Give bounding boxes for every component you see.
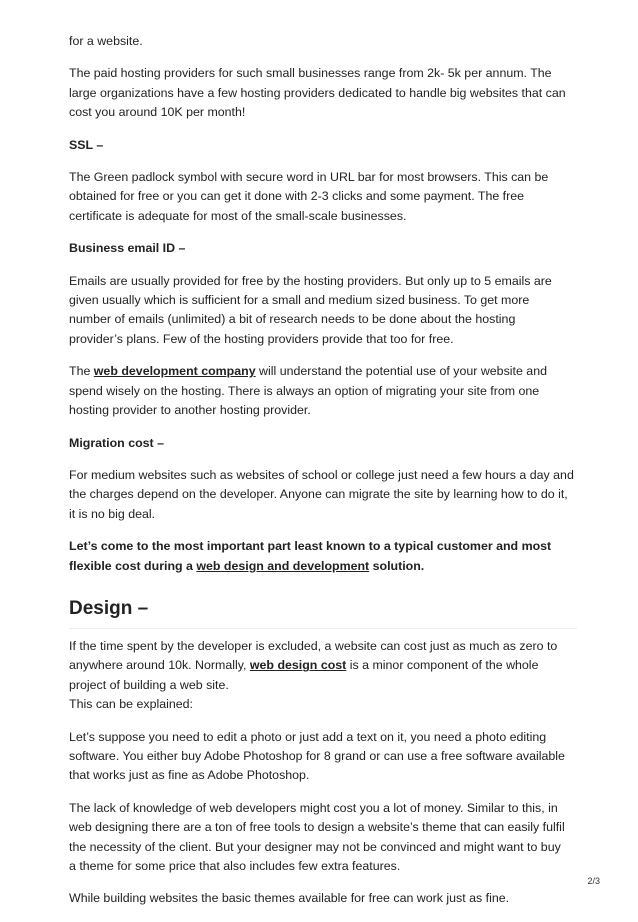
intro-paragraph xyxy=(69,32,577,51)
paragraph-line: that works just as fine as Adobe Photoshop. xyxy=(69,768,310,783)
design-paragraph-2 xyxy=(69,728,577,786)
company-post-text: will understand the potential use of your website and xyxy=(255,364,547,379)
design-paragraph-3 xyxy=(69,799,577,877)
paragraph-line: for a website. xyxy=(69,34,143,48)
email-paragraph xyxy=(69,272,577,350)
company-paragraph xyxy=(69,362,577,420)
important-paragraph xyxy=(69,537,577,576)
paragraph-line: a theme for some price that also includes few extra features. xyxy=(69,859,401,873)
ssl-heading: SSL – xyxy=(69,137,104,152)
web-design-and-development-link[interactable]: web design and development xyxy=(196,558,370,573)
paragraph-line xyxy=(69,656,577,675)
paragraph-line: number of emails (unlimited) a bit of research needs to be done about the hosting xyxy=(69,312,516,327)
section-spacer xyxy=(69,629,577,637)
design-paragraph-4 xyxy=(69,889,577,908)
important-post-text: solution. xyxy=(369,558,425,573)
paragraph-line: the necessity of the client. But your designer may not be convinced and might want to buy xyxy=(69,839,561,854)
design-pre-text: anywhere around 10k. Normally, xyxy=(69,658,250,673)
migration-paragraph xyxy=(69,466,577,524)
paragraph-line: cost you around 10K per month! xyxy=(69,105,246,120)
web-development-company-link[interactable]: web development company xyxy=(93,364,256,379)
paragraph-line: obtained for free or you can get it done with 2-3 clicks and some payment. The free xyxy=(69,189,525,204)
paragraph-line: spend wisely on the hosting. There is always an option of migrating your site from one xyxy=(69,383,540,398)
paragraph-line: The lack of knowledge of web developers might cost you a lot of money. Similar to this, in xyxy=(69,800,558,815)
paragraph-line: it is no big deal. xyxy=(69,506,156,521)
paragraph-line: large organizations have a few hosting providers dedicated to handle big websites that can xyxy=(69,85,566,100)
document-page xyxy=(69,32,577,922)
design-post-text: is a minor component of the whole xyxy=(346,658,539,673)
paragraph-line: provider’s plans. Few of the hosting providers provide that too for free. xyxy=(69,331,454,346)
paragraph-line: This can be explained: xyxy=(69,697,193,712)
design-paragraph-1 xyxy=(69,637,577,715)
paragraph-line: Let’s suppose you need to edit a photo or just add a text on it, you need a photo editing xyxy=(69,729,547,744)
paragraph-line: Let’s come to the most important part least known to a typical customer and most xyxy=(69,539,552,554)
paragraph-line: For medium websites such as websites of school or college just need a few hours a day and xyxy=(69,467,574,482)
design-heading: Design – xyxy=(69,596,577,629)
paragraph-line: While building websites the basic themes available for free can work just as fine. xyxy=(69,891,510,906)
web-design-cost-link[interactable]: web design cost xyxy=(249,658,347,673)
paragraph-line: The paid hosting providers for such small businesses range from 2k- 5k per annum. The xyxy=(69,66,552,81)
paragraph-line: certificate is adequate for most of the small-scale businesses. xyxy=(69,208,407,223)
paragraph-line xyxy=(69,557,577,576)
paragraph-line: Emails are usually provided for free by the hosting providers. But only up to 5 emails are xyxy=(69,273,552,288)
page-number: 2/3 xyxy=(587,876,600,886)
paragraph-line: hosting provider to another hosting provider. xyxy=(69,403,311,418)
paragraph-line: project of building a web site. xyxy=(69,677,229,692)
paragraph-line: software. You either buy Adobe Photoshop for 8 grand or can use a free software available xyxy=(69,748,565,763)
migration-heading: Migration cost – xyxy=(69,435,165,450)
ssl-paragraph xyxy=(69,168,577,226)
paragraph-line xyxy=(69,362,577,381)
paragraph-line: The Green padlock symbol with secure word in URL bar for most browsers. This can be xyxy=(69,170,549,185)
paragraph-line: If the time spent by the developer is excluded, a website can cost just as much as zero to xyxy=(69,638,558,653)
hosting-paragraph xyxy=(69,64,577,122)
company-pre-text: The xyxy=(69,364,94,379)
important-pre-text: flexible cost during a xyxy=(69,558,197,573)
paragraph-line: given usually which is sufficient for a small and medium sized business. To get more xyxy=(69,293,530,308)
email-heading: Business email ID – xyxy=(69,241,186,256)
paragraph-line: web designing there are a ton of free tools to design a website’s theme that can easily fulfil xyxy=(69,820,565,835)
paragraph-line: the charges depend on the developer. Anyone can migrate the site by learning how to do it, xyxy=(69,487,568,502)
